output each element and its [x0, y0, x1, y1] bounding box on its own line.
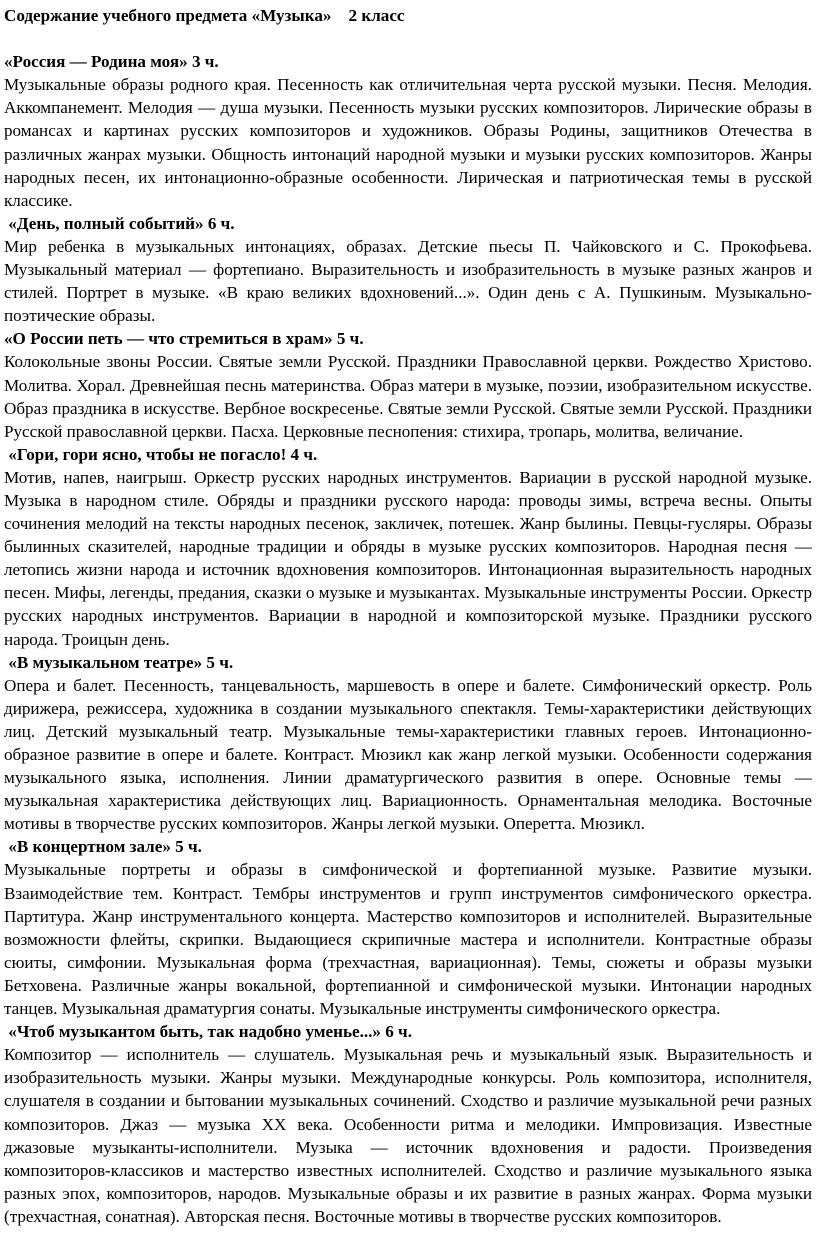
section-text-musician: Композитор — исполнитель — слушатель. Музыкальная речь и музыкальный язык. Выразительность и изобразительность музыки. Жанры музыки. Международные конкурсы. Роль композитора, исполнителя, слушателя в создании и бытовании музыкальных сочинений. Сходство и различие музыкальной речи разных композиторов. Джаз — музыка XX века. Особенности ритма и мелодики. Импровизация. Известные джазовые музыканты-исполнители. Музыка — источник вдохновения и радости. Произведения композиторов-классиков и мастерство известных исполнителей. Сходство и различие музыкального языка разных эпох, композиторов, народов. Музыкальные образы и их развитие в разных жанрах. Форма музыки (трехчастная, сонатная). Авторская песня. Восточные мотивы в творчестве русских композиторов.	[4, 1045, 812, 1226]
section-text-burn: Мотив, напев, наигрыш. Оркестр русских народных инструментов. Вариации в русской народной музыке. Музыка в народном стиле. Обряды и праздники русского народа: проводы зимы, встреча весны. Опыты сочинения мелодий на тексты народных песенок, закличек, потешек. Жанр былины. Певцы-гусляры. Образы былинных сказителей, народные традиции и обряды в музыке русских композиторов. Народная песня — летопись жизни народа и источник вдохновения композиторов. Интонационная выразительность народных песен. Мифы, легенды, предания, сказки о музыке и музыкантах. Музыкальные инструменты России. Оркестр русских народных инструментов. Вариации в народной и композиторской музыке. Праздники русского народа. Троицын день.	[4, 467, 812, 649]
section-heading-temple: «О России петь — что стремиться в храм» 5 ч.	[4, 329, 364, 349]
section-heading-musician: «Чтоб музыкантом быть, так надобно уменье...» 6 ч.	[4, 1022, 412, 1042]
section-heading-burn: «Гори, гори ясно, чтобы не погасло! 4 ч.	[4, 444, 318, 464]
section-text-theatre: Опера и балет. Песенность, танцевальность, маршевость в опере и балете. Симфонический оркестр. Роль дирижера, режиссера, художника в создании музыкального спектакля. Темы-характеристики действующих лиц. Детский музыкальный театр. Музыкальные темы-характеристики главных героев. Интонационно-образное развитие в опере и балете. Контраст. Мюзикл как жанр легкой музыки. Особенности содержания музыкального языка, исполнения. Линии драматургического развития в опере. Основные темы — музыкальная характеристика действующих лиц. Вариационность. Орнаментальная мелодика. Восточные мотивы в творчестве русских композиторов. Жанры легкой музыки. Оперетта. Мюзикл.	[4, 675, 812, 834]
blank-line	[4, 27, 812, 50]
document-title: Содержание учебного предмета «Музыка» 2 класс	[4, 6, 405, 25]
section-heading-russia: «Россия — Родина моя» 3 ч.	[4, 52, 219, 72]
section-text-concert: Музыкальные портреты и образы в симфонической и фортепианной музыке. Развитие музыки. Взаимодействие тем. Контраст. Тембры инструментов и групп инструментов симфонического оркестра. Партитура. Жанр инструментального концерта. Мастерство композиторов и исполнителей. Выразительные возможности флейты, скрипки. Выдающиеся скрипичные мастера и исполнители. Контрастные образы сюиты, симфонии. Музыкальная форма (трехчастная, вариационная). Темы, сюжеты и образы музыки Бетховена. Различные жанры вокальной, фортепианной и симфонической музыки. Интонации народных танцев. Музыкальная драматургия сонаты. Музыкальные инструменты симфонического оркестра.	[4, 860, 812, 1019]
section-heading-theatre: «В музыкальном театре» 5 ч.	[4, 652, 234, 672]
section-heading-day: «День, полный событий» 6 ч.	[4, 213, 235, 233]
section-text-temple: Колокольные звоны России. Святые земли Русской. Праздники Православной церкви. Рождество Христово. Молитва. Хорал. Древнейшая песнь материнства. Образ матери в музыке, поэзии, изобразительном искусстве. Образ праздника в искусстве. Вербное воскресенье. Святые земли Русской. Святые земли Русской. Праздники Русской православной церкви. Пасха. Церковные песнопения: стихира, тропарь, молитва, величание.	[4, 352, 812, 441]
section-heading-concert: «В концертном зале» 5 ч.	[4, 837, 202, 857]
section-text-russia: Музыкальные образы родного края. Песенность как отличительная черта русской музыки. Песня. Мелодия. Аккомпанемент. Мелодия — душа музыки. Песенность музыки русских композиторов. Лирические образы в романсах и картинах русских композиторов и художников. Образы Родины, защитников Отечества в различных жанрах музыки. Общность интонаций народной музыки и музыки русских композиторов. Жанры народных песен, их интонационно-образные особенности. Лирическая и патриотическая темы в русской классике.	[4, 75, 812, 210]
section-text-day: Мир ребенка в музыкальных интонациях, образах. Детские пьесы П. Чайковского и С. Прокофьева. Музыкальный материал — фортепиано. Выразительность и изобразительность в музыке разных жанров и стилей. Портрет в музыке. «В краю великих вдохновений...». Один день с А. Пушкиным. Музыкально-поэтические образы.	[4, 236, 812, 326]
